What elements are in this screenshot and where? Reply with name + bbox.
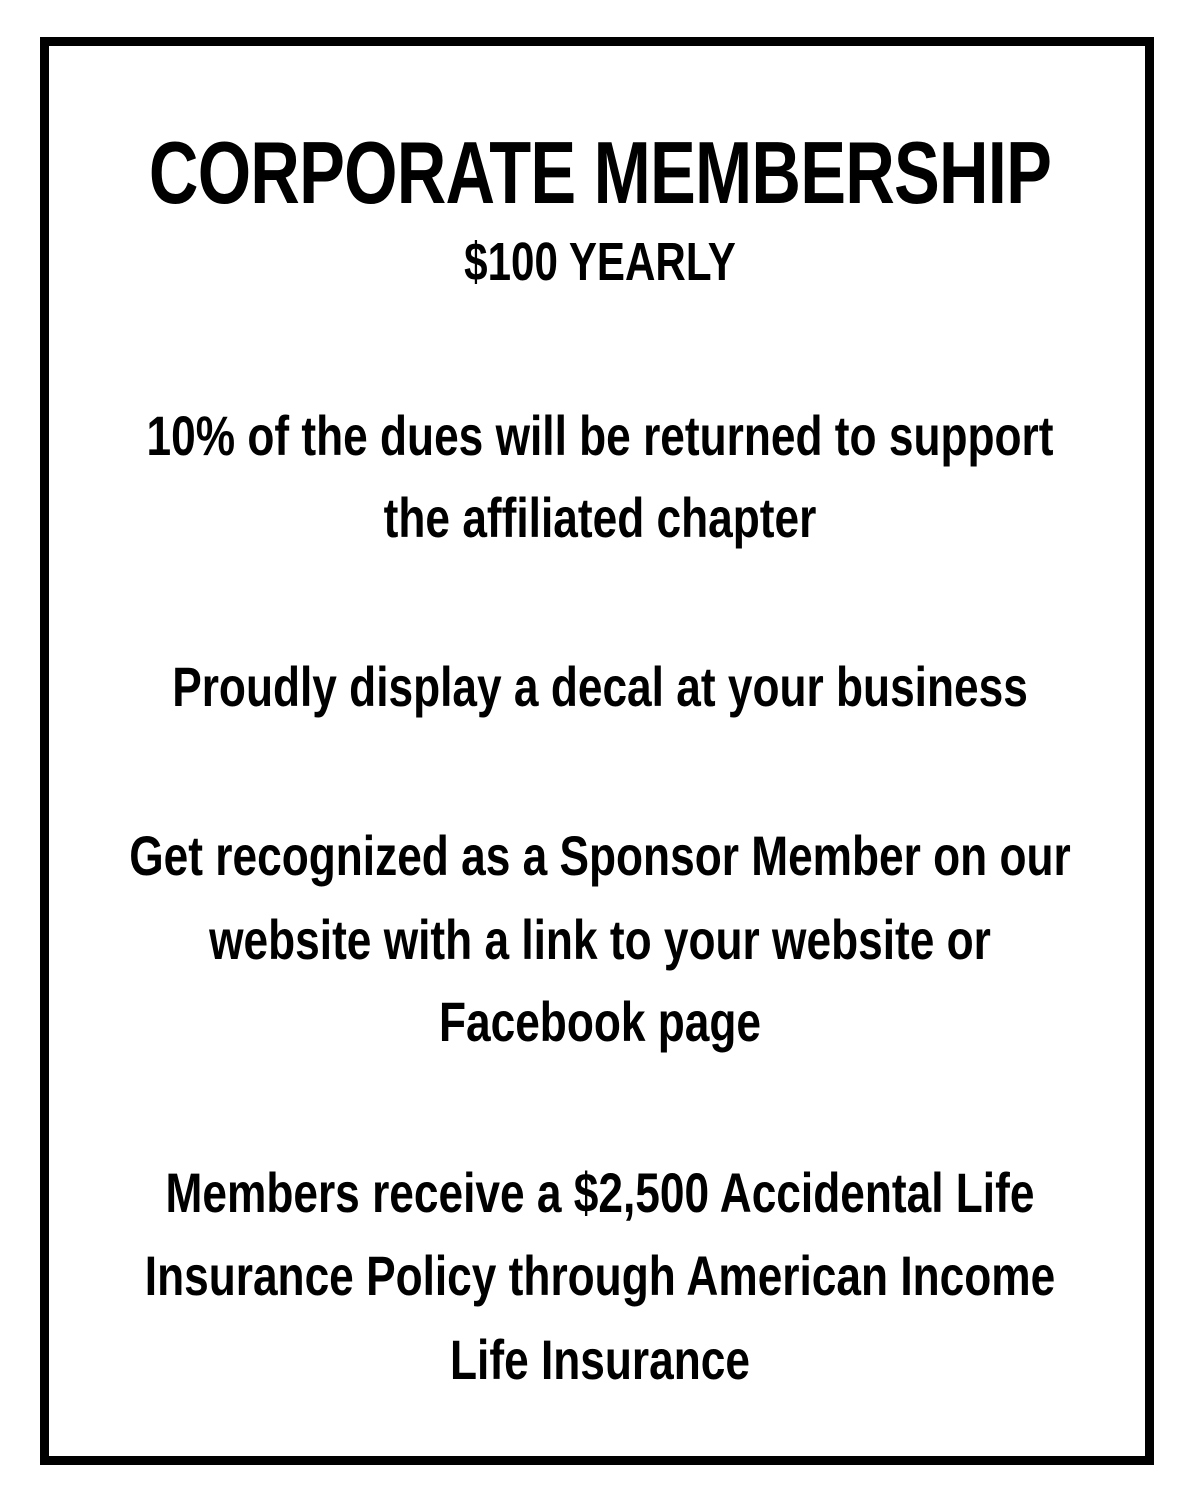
- benefit-4-line-2: Insurance Policy through American Income: [144, 1244, 1056, 1307]
- benefit-3-line-3: Facebook page: [438, 990, 762, 1053]
- benefit-4-line-3: Life Insurance: [450, 1328, 750, 1391]
- price-label: $100 YEARLY: [464, 232, 736, 292]
- benefit-4-line-1: Members receive a $2,500 Accidental Life: [165, 1161, 1035, 1224]
- benefit-1-line-1: 10% of the dues will be returned to support: [146, 404, 1054, 467]
- benefit-3-line-1: Get recognized as a Sponsor Member on our: [129, 824, 1071, 887]
- benefit-1-line-2: the affiliated chapter: [383, 486, 817, 549]
- benefit-3-line-2: website with a link to your website or: [209, 908, 991, 971]
- benefit-2-line-1: Proudly display a decal at your business: [172, 655, 1028, 718]
- page-title: CORPORATE MEMBERSHIP: [148, 123, 1052, 222]
